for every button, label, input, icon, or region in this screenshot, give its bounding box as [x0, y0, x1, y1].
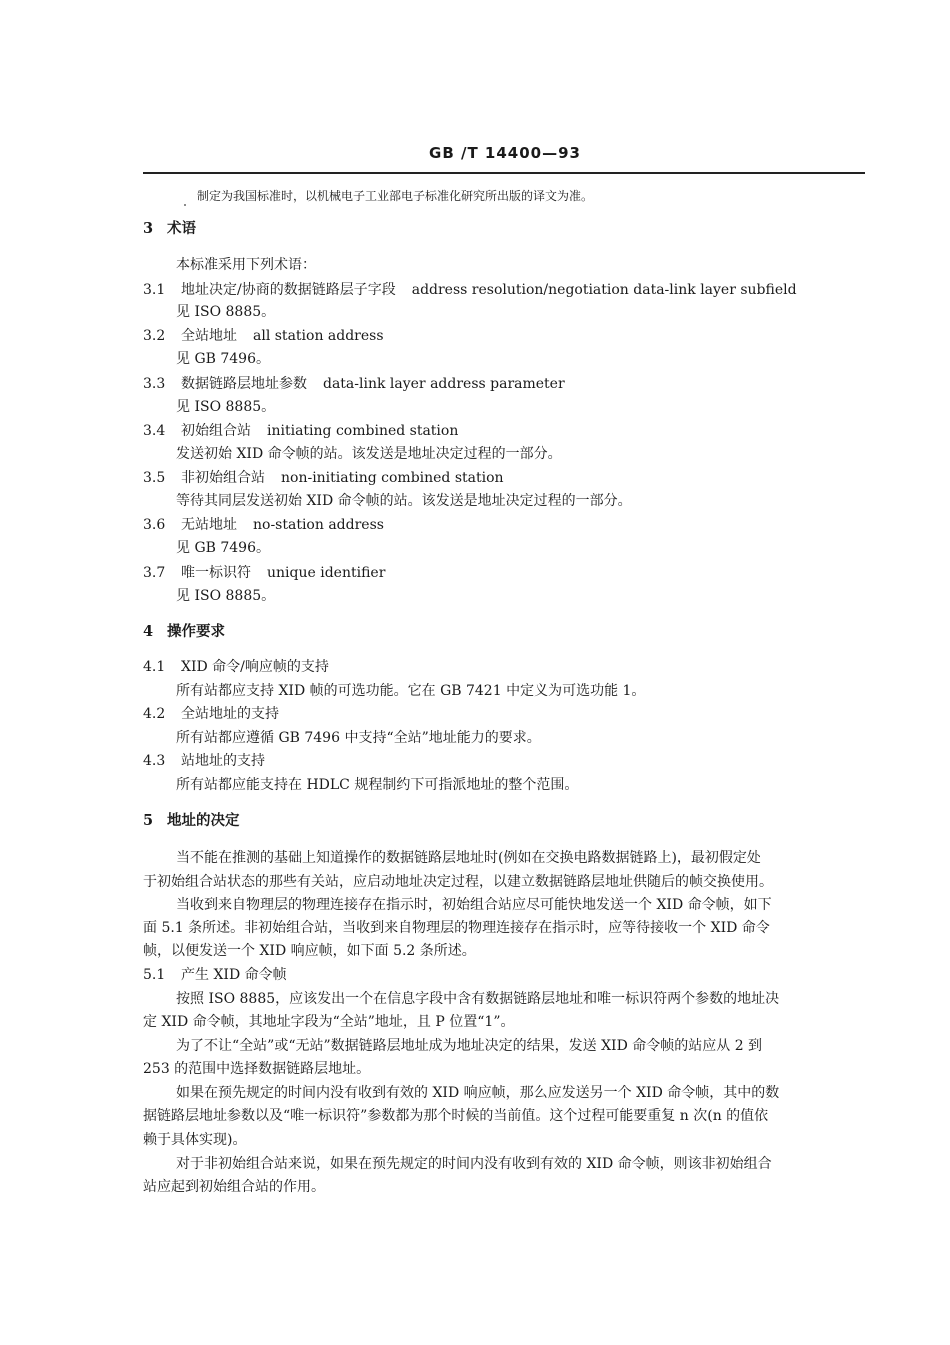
term-3-4-desc: 发送初始 XID 命令帧的站。该发送是地址决定过程的一部分。 — [176, 446, 562, 462]
term-3-6 — [143, 515, 384, 535]
paragraph-line: 面 5.1 条所述。非初始组合站，当收到来自物理层的物理连接存在指示时，应等待接收一个 XID 命令 — [143, 920, 770, 936]
paragraph-line: 据链路层地址参数以及“唯一标识符”参数都为那个时候的当前值。这个过程可能要重复 n 次(n 的值依 — [143, 1108, 769, 1124]
term-cn: 唯一标识符 — [181, 565, 251, 581]
item-number: 4.1 — [143, 659, 166, 675]
section-3-intro: 本标准采用下列术语： — [176, 257, 316, 273]
paragraph-line: 如果在预先规定的时间内没有收到有效的 XID 响应帧，那么应发送另一个 XID 命令帧，其中的数 — [176, 1085, 780, 1101]
term-3-4 — [143, 421, 458, 441]
item-4-1 — [143, 657, 329, 677]
item-number: 4.2 — [143, 706, 166, 722]
paragraph-line: 为了不让“全站”或“无站”数据链路层地址成为地址决定的结果，发送 XID 命令帧的站应从 2 到 — [176, 1038, 763, 1054]
subsection-title: 产生 XID 命令帧 — [181, 967, 287, 983]
section-5-heading — [143, 811, 240, 831]
term-en: unique identifier — [267, 565, 386, 581]
term-cn: 地址决定/协商的数据链路层子字段 — [181, 282, 396, 298]
section-4-number: 4 — [143, 623, 154, 640]
section-4-title: 操作要求 — [167, 623, 225, 640]
item-title: 全站地址的支持 — [181, 706, 279, 722]
term-cn: 无站地址 — [181, 517, 237, 533]
term-3-3 — [143, 374, 565, 394]
subsection-5-1 — [143, 965, 287, 985]
term-cn: 非初始组合站 — [181, 470, 265, 486]
paragraph-line: 定 XID 命令帧，其地址字段为“全站”地址，且 P 位置“1”。 — [143, 1014, 515, 1030]
term-3-3-desc: 见 ISO 8885。 — [176, 399, 276, 415]
term-number: 3.2 — [143, 328, 166, 344]
term-number: 3.6 — [143, 517, 166, 533]
term-3-6-desc: 见 GB 7496。 — [176, 540, 271, 556]
paragraph-line: 当不能在推测的基础上知道操作的数据链路层地址时(例如在交换电路数据链路上)，最初假定处 — [176, 850, 761, 866]
item-number: 4.3 — [143, 753, 166, 769]
scan-dot — [184, 204, 186, 206]
section-3-title: 术语 — [167, 220, 196, 237]
section-5-title: 地址的决定 — [167, 812, 240, 829]
term-cn: 数据链路层地址参数 — [181, 376, 307, 392]
item-4-2-desc: 所有站都应遵循 GB 7496 中支持“全站”地址能力的要求。 — [176, 730, 541, 746]
section-3-heading — [143, 219, 196, 239]
item-title: 站地址的支持 — [181, 753, 265, 769]
item-title: XID 命令/响应帧的支持 — [181, 659, 329, 675]
term-en: address resolution/negotiation data-link layer subfield — [411, 282, 797, 298]
standard-code-header: GB /T 14400—93 — [429, 144, 581, 162]
paragraph-line: 按照 ISO 8885，应该发出一个在信息字段中含有数据链路层地址和唯一标识符两个参数的地址决 — [176, 991, 780, 1007]
section-5-number: 5 — [143, 812, 154, 829]
paragraph-line: 帧，以便发送一个 XID 响应帧，如下面 5.2 条所述。 — [143, 943, 476, 959]
term-number: 3.1 — [143, 282, 166, 298]
item-4-3-desc: 所有站都应能支持在 HDLC 规程制约下可指派地址的整个范围。 — [176, 777, 579, 793]
section-4-heading — [143, 622, 225, 642]
paragraph-line: 赖于具体实现)。 — [143, 1132, 247, 1148]
section-3-number: 3 — [143, 220, 154, 237]
term-number: 3.4 — [143, 423, 166, 439]
item-4-1-desc: 所有站都应支持 XID 帧的可选功能。它在 GB 7421 中定义为可选功能 1。 — [176, 683, 646, 699]
term-3-2 — [143, 326, 384, 346]
header-rule — [143, 172, 865, 174]
paragraph-line: 于初始组合站状态的那些有关站，应启动地址决定过程，以建立数据链路层地址供随后的帧交换使用。 — [143, 874, 773, 890]
paragraph-line: 站应起到初始组合站的作用。 — [143, 1179, 325, 1195]
term-cn: 全站地址 — [181, 328, 237, 344]
term-3-1 — [143, 280, 797, 300]
subsection-number: 5.1 — [143, 967, 166, 983]
term-number: 3.7 — [143, 565, 166, 581]
term-3-7 — [143, 563, 385, 583]
term-en: no-station address — [253, 517, 384, 533]
paragraph-line: 当收到来自物理层的物理连接存在指示时，初始组合站应尽可能快地发送一个 XID 命令帧，如下 — [176, 897, 772, 913]
item-4-3 — [143, 751, 265, 771]
term-number: 3.3 — [143, 376, 166, 392]
term-3-5-desc: 等待其同层发送初始 XID 命令帧的站。该发送是地址决定过程的一部分。 — [176, 493, 632, 509]
term-3-1-desc: 见 ISO 8885。 — [176, 304, 276, 320]
note-line: 制定为我国标准时，以机械电子工业部电子标准化研究所出版的译文为准。 — [197, 189, 594, 203]
term-en: non-initiating combined station — [281, 470, 504, 486]
paragraph-line: 253 的范围中选择数据链路层地址。 — [143, 1061, 371, 1077]
term-en: all station address — [253, 328, 384, 344]
term-3-7-desc: 见 ISO 8885。 — [176, 588, 276, 604]
item-4-2 — [143, 704, 279, 724]
term-3-5 — [143, 468, 504, 488]
paragraph-line: 对于非初始组合站来说，如果在预先规定的时间内没有收到有效的 XID 命令帧，则该非初始组合 — [176, 1156, 772, 1172]
term-en: initiating combined station — [267, 423, 459, 439]
term-en: data-link layer address parameter — [323, 376, 565, 392]
term-number: 3.5 — [143, 470, 166, 486]
term-cn: 初始组合站 — [181, 423, 251, 439]
term-3-2-desc: 见 GB 7496。 — [176, 351, 271, 367]
